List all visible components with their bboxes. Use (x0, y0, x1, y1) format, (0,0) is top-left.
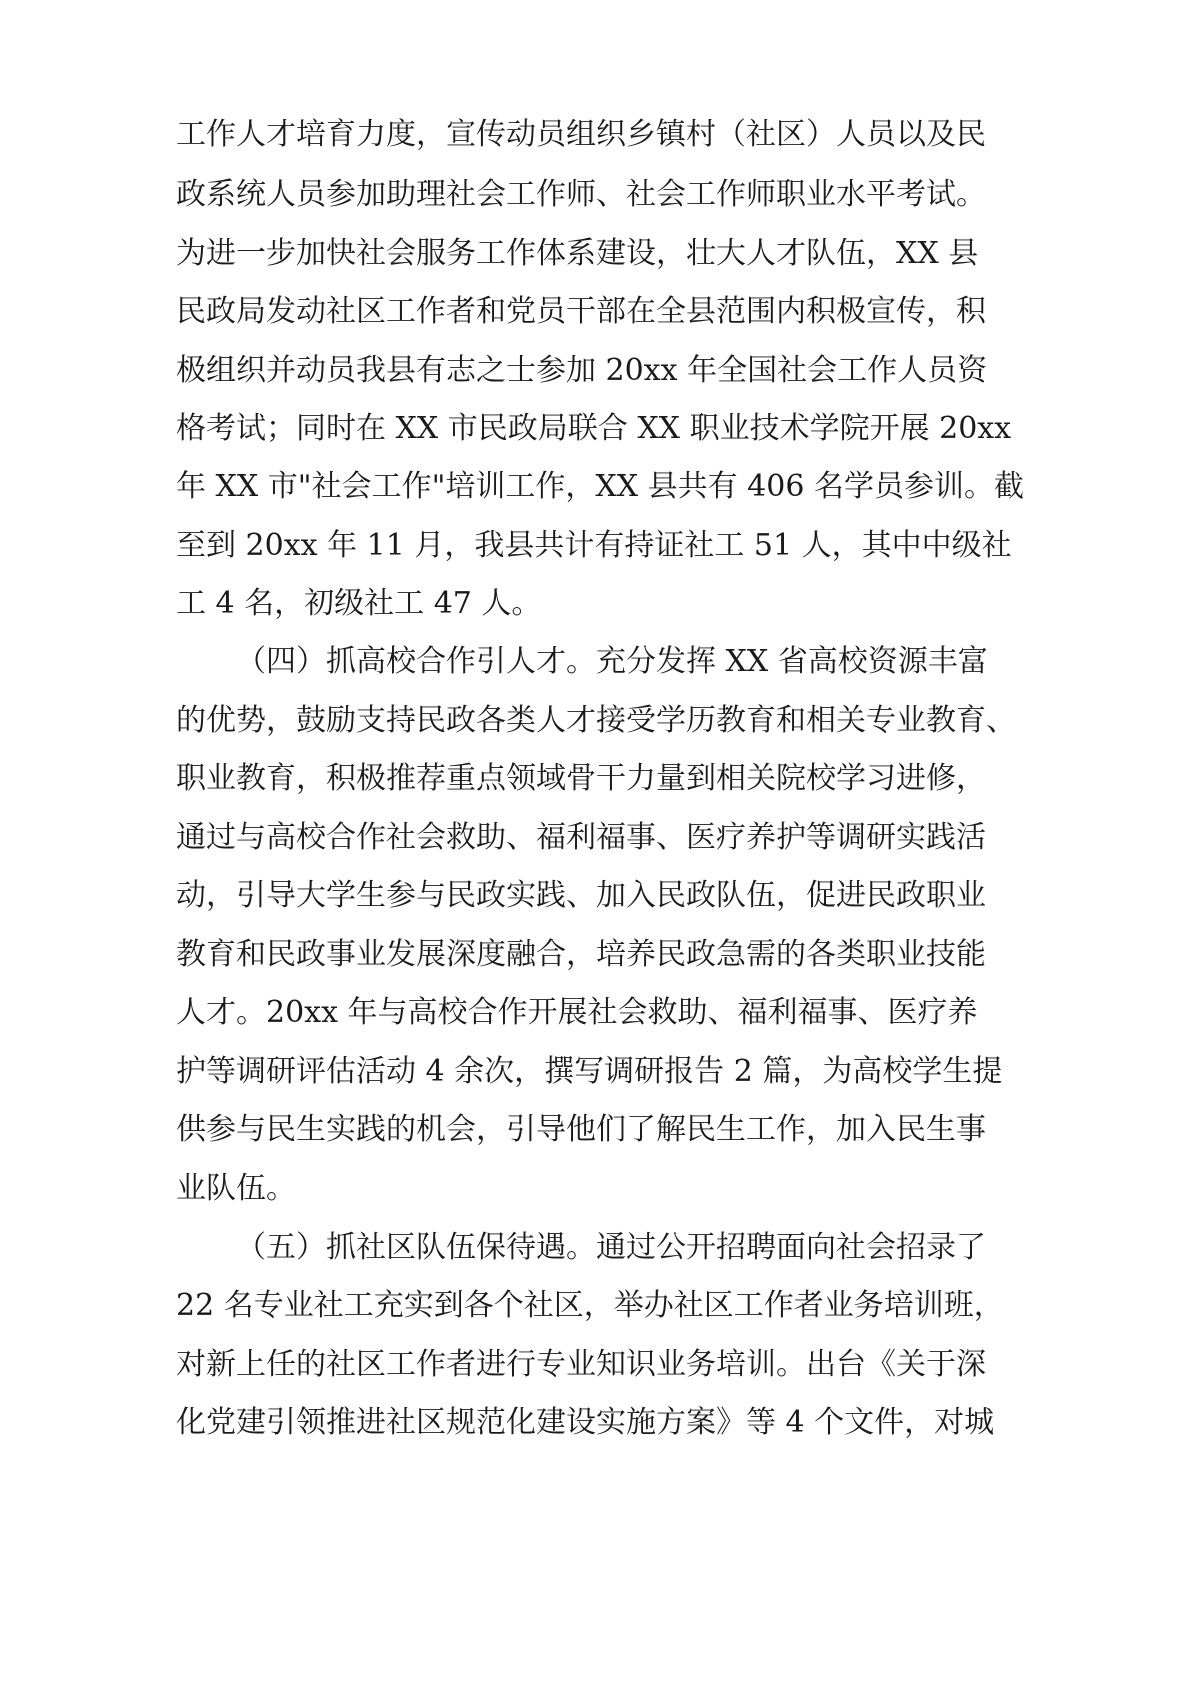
text-line: 供参与民生实践的机会，引导他们了解民生工作，加入民生事 (176, 1112, 986, 1147)
text-line: 格考试；同时在 XX 市民政局联合 XX 职业技术学院开展 20xx (176, 411, 1012, 446)
text-line: 通过与高校合作社会救助、福利福事、医疗养护等调研实践活 (176, 820, 986, 855)
text-line: 年 XX 市"社会工作"培训工作，XX 县共有 406 名学员参训。截 (176, 469, 1024, 504)
text-line: 教育和民政事业发展深度融合，培养民政急需的各类职业技能 (176, 937, 986, 972)
text-line: 化党建引领推进社区规范化建设实施方案》等 4 个文件，对城 (176, 1405, 995, 1440)
paragraph-heading-4: （四）抓高校合作引人才。充分发挥 XX 省高校资源丰富 (236, 644, 988, 679)
text-line: 人才。20xx 年与高校合作开展社会救助、福利福事、医疗养 (176, 995, 978, 1030)
text-line: 民政局发动社区工作者和党员干部在全县范围内积极宣传，积 (176, 294, 986, 329)
text-line: 22 名专业社工充实到各个社区，举办社区工作者业务培训班， (176, 1288, 1004, 1323)
text-line: 为进一步加快社会服务工作体系建设，壮大人才队伍，XX 县 (176, 236, 979, 271)
text-line: 工作人才培育力度，宣传动员组织乡镇村（社区）人员以及民 (176, 117, 986, 152)
text-line: 工 4 名，初级社工 47 人。 (176, 586, 542, 621)
text-line: 职业教育，积极推荐重点领域骨干力量到相关院校学习进修， (176, 761, 986, 796)
text-line: 对新上任的社区工作者进行专业知识业务培训。出台《关于深 (176, 1347, 986, 1382)
text-line: 动，引导大学生参与民政实践、加入民政队伍，促进民政职业 (176, 878, 986, 913)
text-line: 至到 20xx 年 11 月，我县共计有持证社工 51 人，其中中级社 (176, 528, 1012, 563)
text-line: 业队伍。 (176, 1171, 296, 1206)
paragraph-heading-5: （五）抓社区队伍保待遇。通过公开招聘面向社会招录了 (236, 1230, 986, 1265)
text-line: 政系统人员参加助理社会工作师、社会工作师职业水平考试。 (176, 177, 986, 212)
text-line: 的优势，鼓励支持民政各类人才接受学历教育和相关专业教育、 (176, 703, 1016, 738)
text-line: 极组织并动员我县有志之士参加 20xx 年全国社会工作人员资 (176, 353, 988, 388)
text-line: 护等调研评估活动 4 余次，撰写调研报告 2 篇，为高校学生提 (176, 1054, 1003, 1089)
